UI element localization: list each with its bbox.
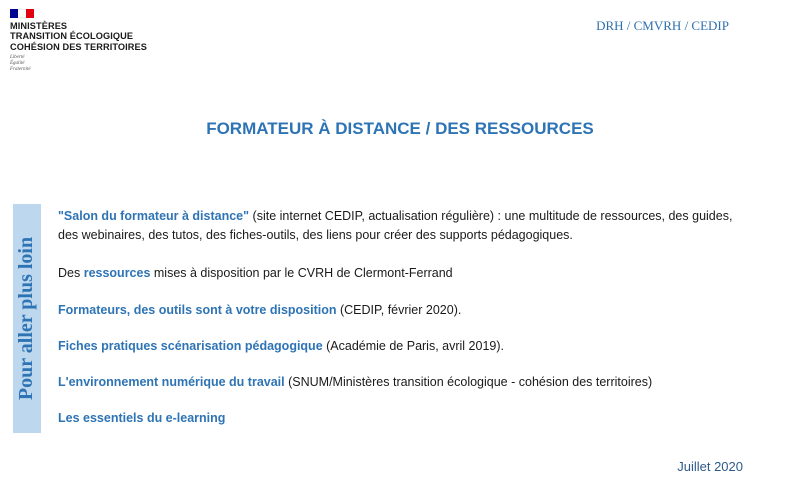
side-label-text: Pour aller plus loin xyxy=(15,236,38,401)
link-ressources[interactable]: ressources xyxy=(83,266,151,280)
motto-fraternite: Fraternité xyxy=(10,66,31,72)
resource-desc-fiches-pratiques: (Académie de Paris, avril 2019). xyxy=(322,339,504,353)
resource-item-essentiels-elearning xyxy=(58,409,748,428)
resource-desc-formateurs-outils: (CEDIP, février 2020). xyxy=(336,303,462,317)
ministry-line-1: MINISTÈRES xyxy=(10,21,68,31)
resource-item-fiches-pratiques xyxy=(58,337,748,356)
ministry-line-2: TRANSITION ÉCOLOGIQUE xyxy=(10,31,134,42)
resource-item-salon xyxy=(58,207,748,245)
link-fiches-pratiques[interactable]: Fiches pratiques scénarisation pédagogique xyxy=(58,339,323,353)
ministry-line-3: COHÉSION DES TERRITOIRES xyxy=(10,41,148,52)
resource-item-ressources xyxy=(58,264,748,283)
page-title: FORMATEUR À DISTANCE / DES RESSOURCES xyxy=(206,119,594,138)
link-environnement-numerique[interactable]: L'environnement numérique du travail xyxy=(58,375,285,389)
resource-desc-ressources: mises à disposition par le CVRH de Clermont-Ferrand xyxy=(150,266,453,280)
ministry-logo xyxy=(10,9,147,73)
link-formateurs-outils[interactable]: Formateurs, des outils sont à votre disposition xyxy=(58,303,337,317)
side-label-band xyxy=(13,204,41,433)
republic-motto xyxy=(10,55,147,73)
ministry-name xyxy=(10,21,147,52)
french-flag-icon xyxy=(10,9,34,18)
resource-prefix-ressources: Des xyxy=(58,266,84,280)
link-essentiels-elearning[interactable]: Les essentiels du e-learning xyxy=(58,411,226,425)
motto-liberte: Liberté xyxy=(10,54,25,60)
resource-desc-environnement-numerique: (SNUM/Ministères transition écologique - cohésion des territoires) xyxy=(284,375,653,389)
link-salon-formateur[interactable]: "Salon du formateur à distance" xyxy=(58,209,250,223)
department-header: DRH / CMVRH / CEDIP xyxy=(596,18,729,33)
resource-item-formateurs-outils xyxy=(58,301,748,320)
footer-date: Juillet 2020 xyxy=(677,459,743,474)
resource-item-environnement-numerique xyxy=(58,373,748,392)
resource-desc-salon: (site internet CEDIP, actualisation régulière) : une multitude de ressources, des guides, des webinaires, des tutos, des fiches-outils, des liens pour créer des supports pédagogiques. xyxy=(58,209,733,242)
motto-egalite: Égalité xyxy=(10,60,25,66)
